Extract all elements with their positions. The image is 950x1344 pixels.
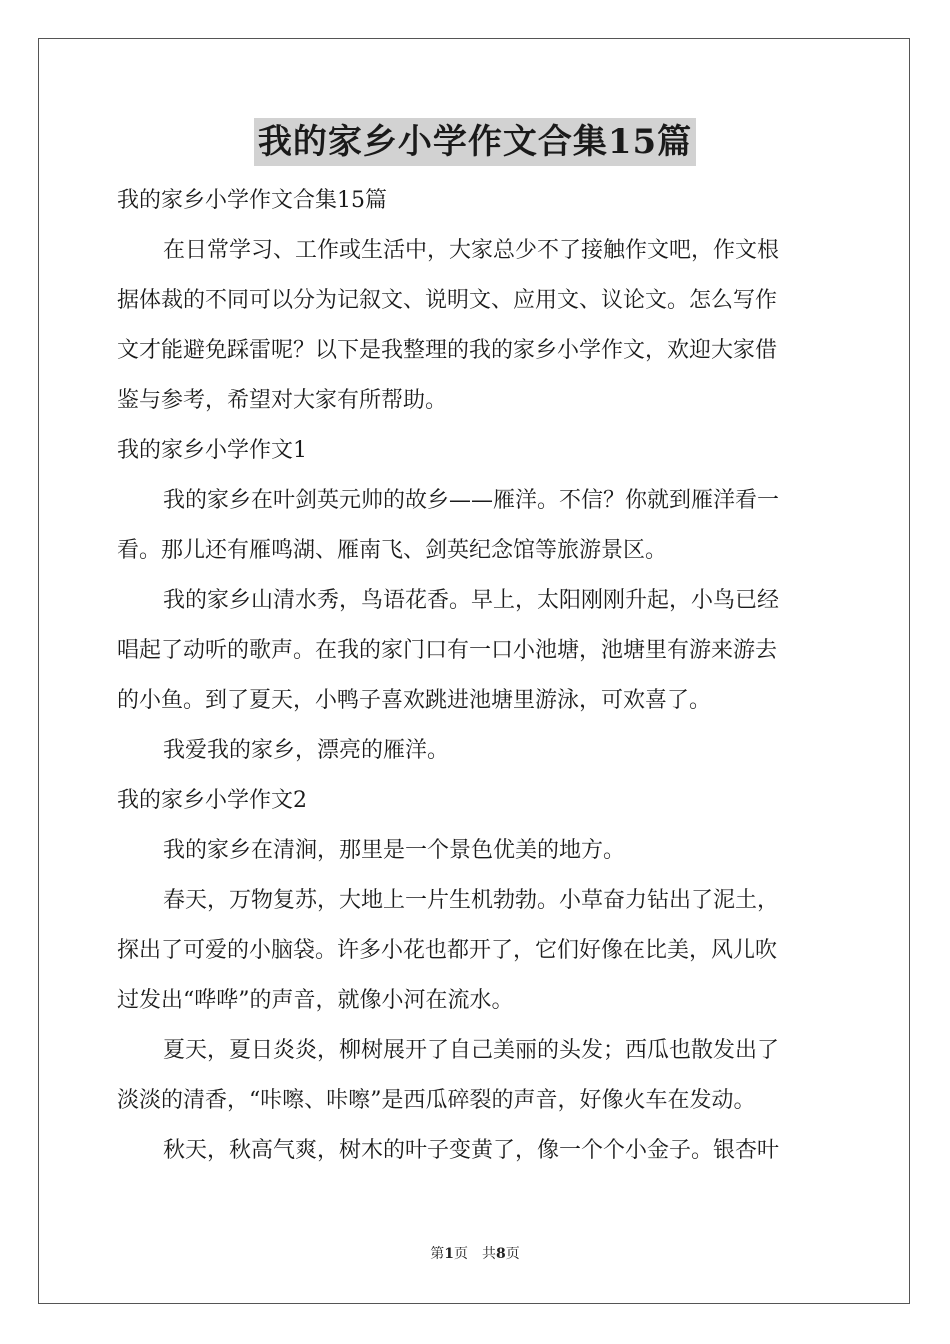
subtitle-line: 我的家乡小学作文合集15篇 bbox=[117, 188, 387, 213]
page-suffix: 页 bbox=[454, 1246, 468, 1262]
paragraph-line: 唱起了动听的歌声。在我的家门口有一口小池塘，池塘里有游来游去 bbox=[117, 638, 778, 663]
page-footer bbox=[0, 1242, 950, 1266]
total-suffix: 页 bbox=[505, 1246, 520, 1262]
paragraph-line: 春天，万物复苏，大地上一片生机勃勃。小草奋力钻出了泥土， bbox=[163, 888, 780, 913]
paragraph-line: 我的家乡在清涧，那里是一个景色优美的地方。 bbox=[163, 838, 626, 863]
paragraph-line: 在日常学习、工作或生活中，大家总少不了接触作文吧，作文根 bbox=[163, 238, 780, 263]
paragraph-line: 秋天，秋高气爽，树木的叶子变黄了，像一个个小金子。银杏叶 bbox=[163, 1138, 780, 1163]
paragraph-line: 淡淡的清香，“咔嚓、咔嚓”是西瓜碎裂的声音，好像火车在发动。 bbox=[117, 1088, 756, 1113]
paragraph-line: 我的家乡山清水秀，鸟语花香。早上，太阳刚刚升起，小鸟已经 bbox=[163, 588, 780, 613]
document-title: 我的家乡小学作文合集15篇 bbox=[254, 118, 696, 166]
page-total: 8 bbox=[496, 1246, 506, 1262]
section-heading: 我的家乡小学作文2 bbox=[117, 788, 307, 813]
paragraph-line: 据体裁的不同可以分为记叙文、说明文、应用文、议论文。怎么写作 bbox=[117, 288, 778, 313]
page-prefix: 第 bbox=[430, 1246, 445, 1262]
paragraph-line: 我的家乡在叶剑英元帅的故乡——雁洋。不信？你就到雁洋看一 bbox=[163, 488, 780, 513]
paragraph-line: 夏天，夏日炎炎，柳树展开了自己美丽的头发；西瓜也散发出了 bbox=[163, 1038, 780, 1063]
title-container bbox=[0, 118, 950, 166]
paragraph-line: 看。那儿还有雁鸣湖、雁南飞、剑英纪念馆等旅游景区。 bbox=[117, 538, 668, 563]
paragraph-line: 过发出“哗哗”的声音，就像小河在流水。 bbox=[117, 988, 514, 1013]
paragraph-line: 我爱我的家乡，漂亮的雁洋。 bbox=[163, 738, 450, 763]
page-current: 1 bbox=[444, 1246, 454, 1262]
section-heading: 我的家乡小学作文1 bbox=[117, 438, 307, 463]
document-body bbox=[117, 176, 833, 1176]
paragraph-line: 探出了可爱的小脑袋。许多小花也都开了，它们好像在比美，风儿吹 bbox=[117, 938, 778, 963]
paragraph-line: 的小鱼。到了夏天，小鸭子喜欢跳进池塘里游泳，可欢喜了。 bbox=[117, 688, 712, 713]
paragraph-line: 鉴与参考，希望对大家有所帮助。 bbox=[117, 388, 448, 413]
total-prefix: 共 bbox=[482, 1246, 496, 1262]
paragraph-line: 文才能避免踩雷呢？以下是我整理的我的家乡小学作文，欢迎大家借 bbox=[117, 338, 778, 363]
